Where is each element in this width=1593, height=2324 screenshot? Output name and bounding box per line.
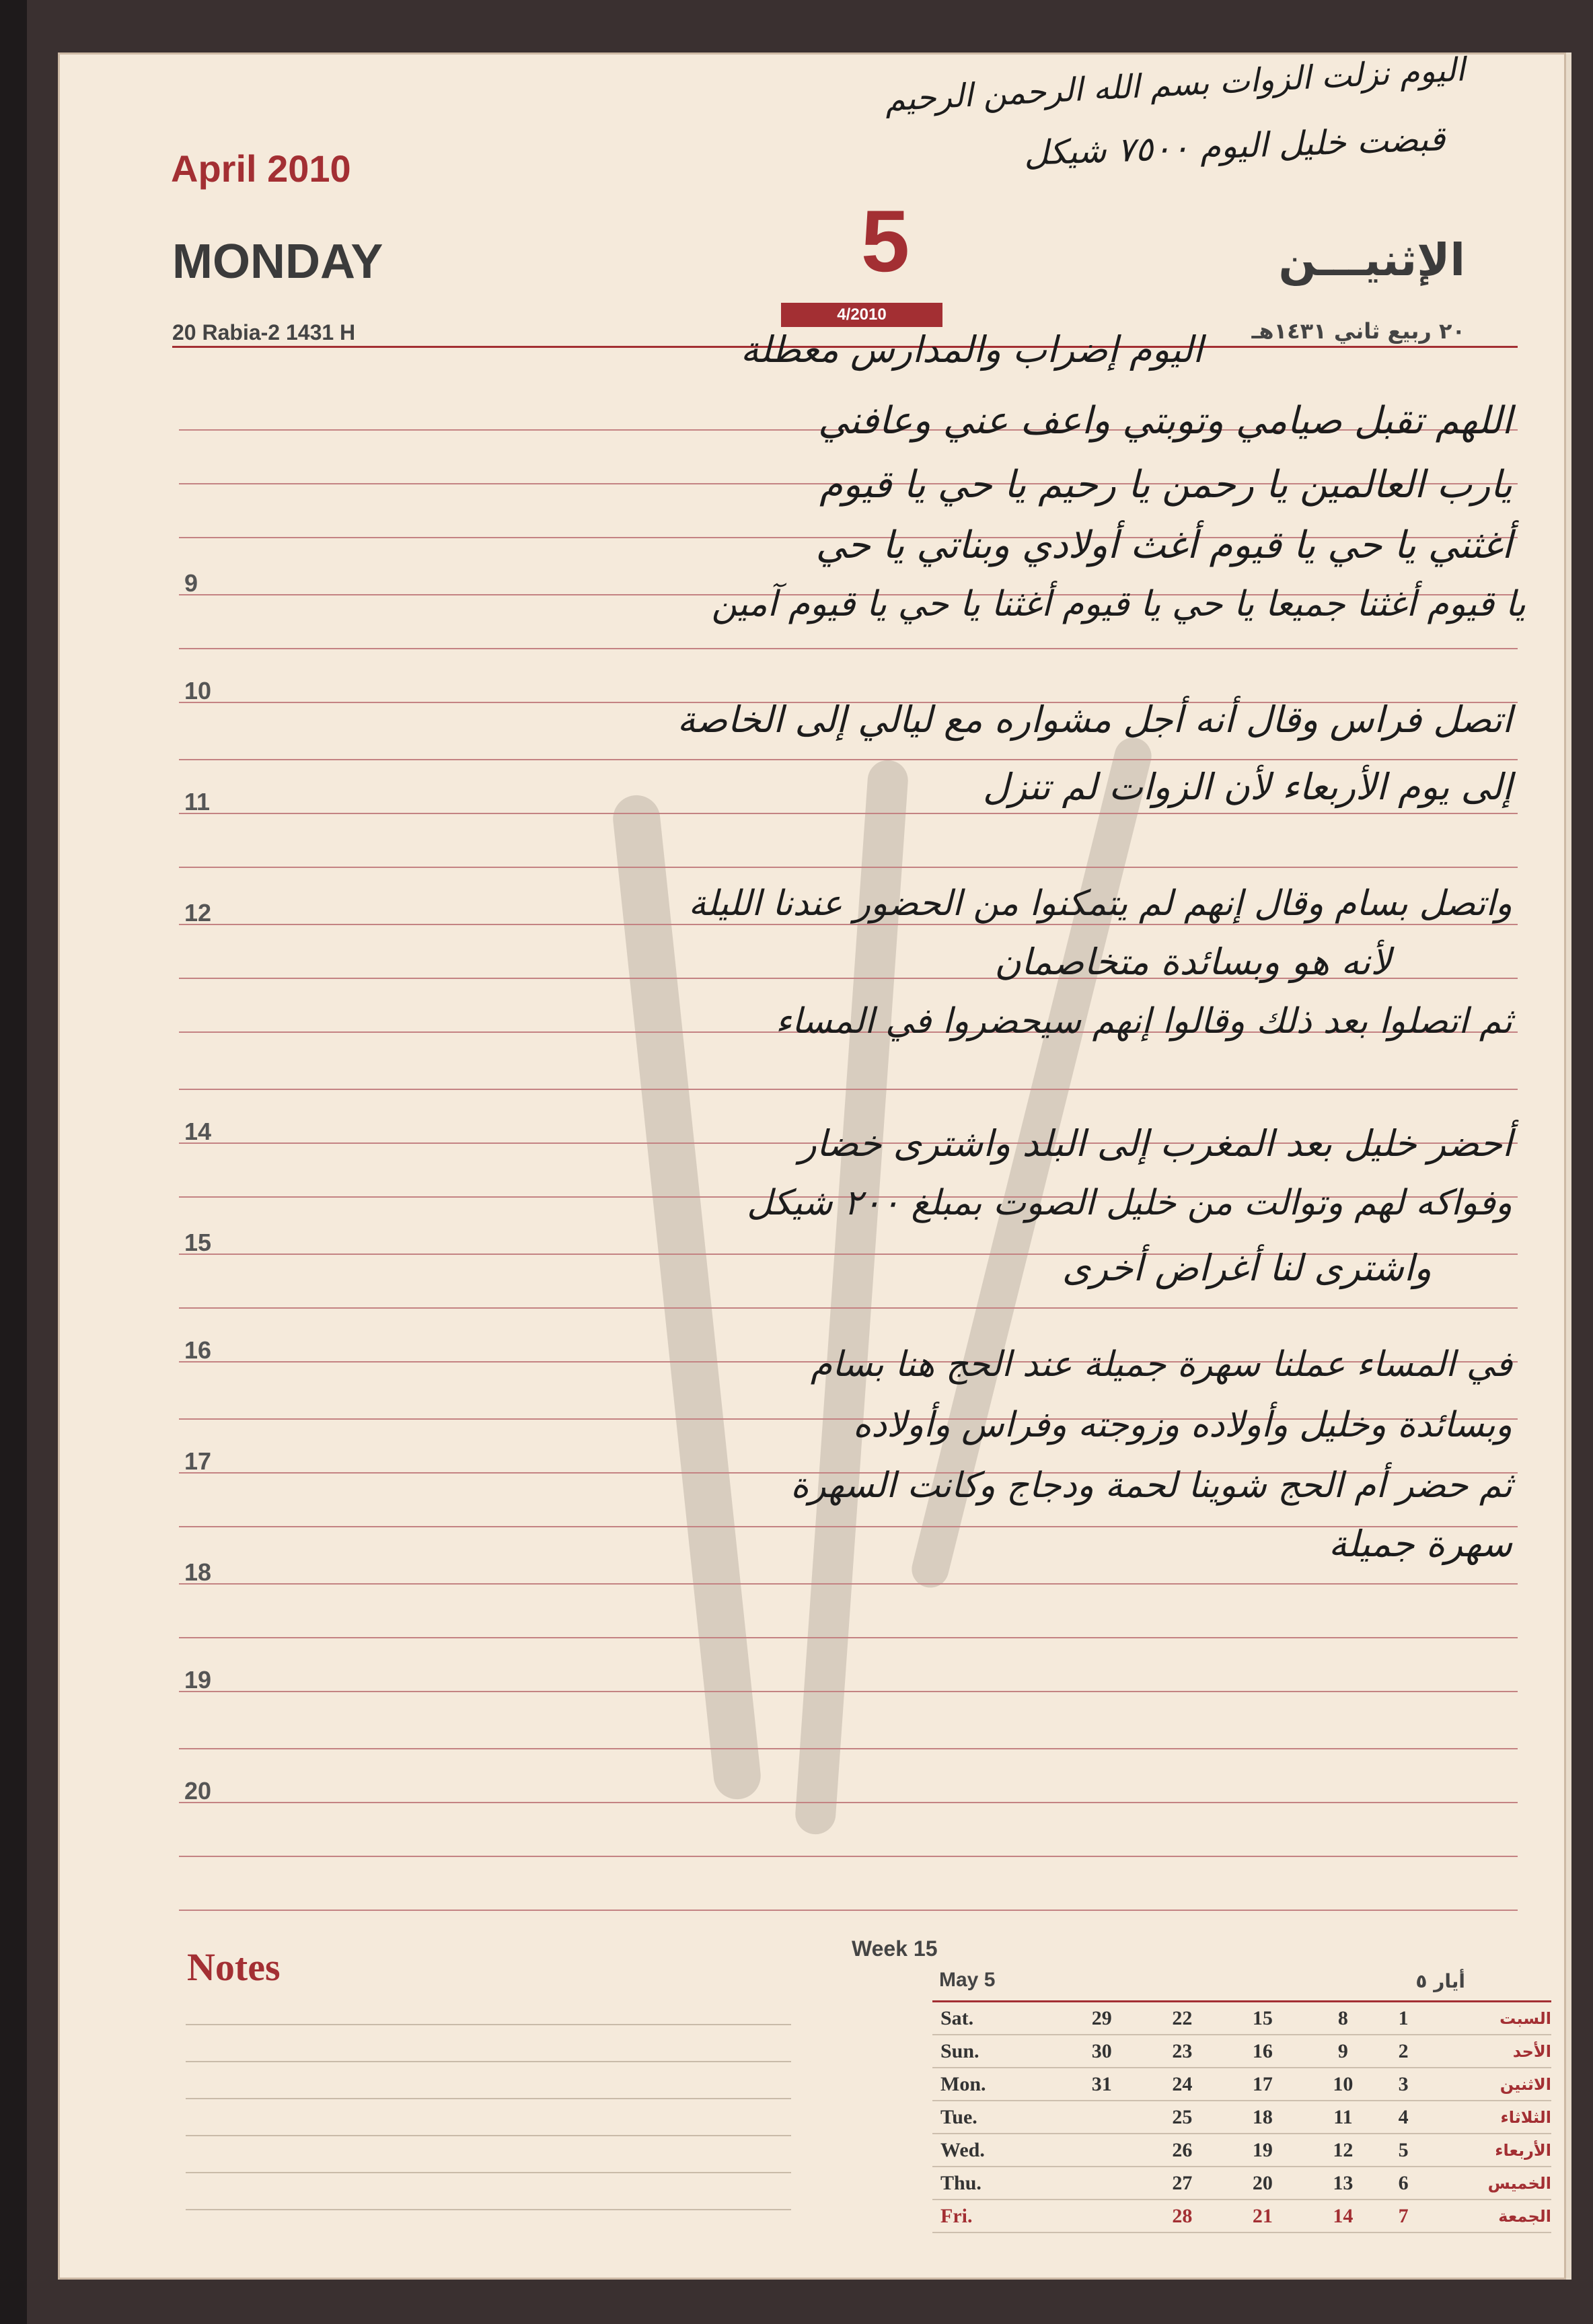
week-label: Week 15: [852, 1936, 938, 1961]
bleed-through-stroke: [611, 793, 763, 1801]
calendar-day-ar: الخميس: [1423, 2167, 1551, 2200]
calendar-day-en: Fri.: [932, 2200, 1062, 2232]
calendar-date: 9: [1303, 2035, 1384, 2068]
handwritten-line: واتصل بسام وقال إنهم لم يتمكنوا من الحضور عندنا الليلة: [688, 883, 1512, 924]
handwritten-line: لأنه هو وبسائدة متخاصمان: [994, 941, 1391, 983]
calendar-day-en: Sat.: [932, 2002, 1062, 2035]
weekday-arabic: الإثنيـــن: [1278, 234, 1465, 286]
hour-label: 15: [184, 1229, 212, 1256]
calendar-date: 17: [1222, 2068, 1303, 2101]
calendar-day-en: Wed.: [932, 2134, 1062, 2167]
calendar-row: [932, 2068, 1551, 2101]
date-tab: 4/2010: [781, 303, 942, 327]
calendar-day-ar: الأربعاء: [1423, 2134, 1551, 2167]
ruled-line: [179, 1691, 1518, 1692]
calendar-row: [932, 2002, 1551, 2035]
diary-page: [58, 52, 1566, 2280]
hour-label: 9: [184, 569, 198, 597]
calendar-date: [1062, 2200, 1142, 2232]
handwritten-line: اليوم إضراب والمدارس معطلة: [740, 328, 1203, 371]
calendar-date: 8: [1303, 2002, 1384, 2035]
calendar-date: 30: [1062, 2035, 1142, 2068]
calendar-day-ar: الثلاثاء: [1423, 2101, 1551, 2134]
ruled-line: [179, 1856, 1518, 1857]
calendar-month-arabic: أيار ٥: [1415, 1970, 1465, 1992]
ruled-line: [179, 1748, 1518, 1749]
calendar-date: 11: [1303, 2101, 1384, 2134]
handwritten-line: اليوم نزلت الزوات بسم الله الرحمن الرحيم: [884, 50, 1466, 119]
handwritten-line: قبضت خليل اليوم ٧٥٠٠ شيكل: [1023, 119, 1446, 173]
calendar-date: 27: [1142, 2167, 1223, 2200]
calendar-row: [932, 2101, 1551, 2134]
handwritten-line: يارب العالمين يا رحمن يا رحيم يا حي يا قيوم: [819, 463, 1512, 507]
calendar-date: 1: [1383, 2002, 1423, 2035]
ruled-line: [179, 867, 1518, 868]
calendar-day-en: Thu.: [932, 2167, 1062, 2200]
calendar-date: 25: [1142, 2101, 1223, 2134]
handwritten-line: أحضر خليل بعد المغرب إلى البلد واشترى خضار: [799, 1122, 1512, 1165]
notes-line: [186, 2172, 791, 2173]
calendar-row: [932, 2035, 1551, 2068]
calendar-date: [1062, 2101, 1142, 2134]
calendar-row: [932, 2200, 1551, 2232]
weekday-english: MONDAY: [172, 235, 383, 289]
handwritten-line: اتصل فراس وقال أنه أجل مشواره مع ليالي إلى الخاصة: [677, 698, 1512, 741]
calendar-month-english: May 5: [939, 1969, 996, 1991]
hour-label: 14: [184, 1118, 212, 1145]
calendar-date: 31: [1062, 2068, 1142, 2101]
calendar-date: 23: [1142, 2035, 1223, 2068]
calendar-day-en: Tue.: [932, 2101, 1062, 2134]
calendar-date: 28: [1142, 2200, 1223, 2232]
hour-label: 18: [184, 1558, 212, 1586]
calendar-row: [932, 2167, 1551, 2200]
handwritten-line: ثم حضر أم الحج شوينا لحمة ودجاج وكانت السهرة: [790, 1465, 1512, 1506]
calendar-date: 26: [1142, 2134, 1223, 2167]
handwritten-line: واشترى لنا أغراض أخرى: [1062, 1247, 1432, 1289]
handwritten-line: اللهم تقبل صيامي وتوبتي واعف عني وعافني: [817, 399, 1512, 443]
handwritten-line: إلى يوم الأربعاء لأن الزوات لم تنزل: [983, 766, 1512, 808]
calendar-date: 15: [1222, 2002, 1303, 2035]
calendar-date: 16: [1222, 2035, 1303, 2068]
day-number: 5: [860, 192, 910, 290]
hour-label: 12: [184, 899, 212, 927]
calendar-date: 20: [1222, 2167, 1303, 2200]
calendar-date: 13: [1303, 2167, 1384, 2200]
hour-label: 11: [184, 788, 211, 815]
calendar-date: 2: [1383, 2035, 1423, 2068]
notes-line: [186, 2024, 791, 2025]
calendar-date: 10: [1303, 2068, 1384, 2101]
calendar-date: 18: [1222, 2101, 1303, 2134]
ruled-line: [179, 1583, 1518, 1585]
calendar-date: [1062, 2134, 1142, 2167]
ruled-line: [179, 1910, 1518, 1911]
ruled-line: [179, 1637, 1518, 1638]
notes-line: [186, 2098, 791, 2099]
calendar-date: 6: [1383, 2167, 1423, 2200]
calendar-day-en: Sun.: [932, 2035, 1062, 2068]
calendar-date: 19: [1222, 2134, 1303, 2167]
calendar-day-ar: الجمعة: [1423, 2200, 1551, 2232]
handwritten-line: وبسائدة وخليل وأولاده وزوجته وفراس وأولاده: [852, 1405, 1512, 1445]
calendar-day-ar: السبت: [1423, 2002, 1551, 2035]
ruled-line: [179, 1089, 1518, 1090]
handwritten-line: ثم اتصلوا بعد ذلك وقالوا إنهم سيحضروا في المساء: [775, 1001, 1512, 1042]
calendar-date: 12: [1303, 2134, 1384, 2167]
hour-label: 19: [184, 1666, 212, 1694]
month-year: April 2010: [171, 147, 351, 190]
hour-label: 16: [184, 1336, 212, 1364]
notes-line: [186, 2209, 791, 2210]
hijri-date-english: 20 Rabia-2 1431 H: [172, 320, 356, 344]
handwritten-line: سهرة جميلة: [1328, 1523, 1512, 1565]
calendar-row: [932, 2134, 1551, 2167]
hour-label: 17: [184, 1447, 212, 1475]
ruled-line: [179, 813, 1518, 814]
calendar-date: 21: [1222, 2200, 1303, 2232]
calendar-day-en: Mon.: [932, 2068, 1062, 2101]
ruled-line: [179, 1307, 1518, 1309]
ruled-line: [179, 1802, 1518, 1803]
mini-calendar: [932, 2000, 1551, 2233]
calendar-date: 14: [1303, 2200, 1384, 2232]
ruled-line: [179, 1526, 1518, 1527]
calendar-date: 29: [1062, 2002, 1142, 2035]
hour-label: 20: [184, 1777, 212, 1805]
handwritten-line: في المساء عملنا سهرة جميلة عند الحج هنا بسام: [810, 1344, 1512, 1385]
calendar-day-ar: الأحد: [1423, 2035, 1551, 2068]
calendar-date: 24: [1142, 2068, 1223, 2101]
hour-label: 10: [184, 677, 212, 704]
notes-line: [186, 2135, 791, 2136]
calendar-date: 3: [1383, 2068, 1423, 2101]
calendar-date: 5: [1383, 2134, 1423, 2167]
calendar-day-ar: الاثنين: [1423, 2068, 1551, 2101]
hijri-date-arabic: ٢٠ ربيع ثاني ١٤٣١هـ: [1251, 318, 1465, 344]
calendar-date: 7: [1383, 2200, 1423, 2232]
handwritten-line: وفواكه لهم وتوالت من خليل الصوت بمبلغ ٢٠٠ شيكل: [747, 1183, 1512, 1223]
ruled-line: [179, 759, 1518, 760]
notes-title: Notes: [187, 1945, 281, 1989]
calendar-date: 22: [1142, 2002, 1223, 2035]
handwritten-line: يا قيوم أغثنا جميعا يا حي يا قيوم أغثنا يا حي يا قيوم آمين: [711, 584, 1526, 624]
handwritten-line: أغثني يا حي يا قيوم أغث أولادي وبناتي يا حي: [815, 523, 1512, 567]
calendar-date: [1062, 2167, 1142, 2200]
ruled-line: [179, 648, 1518, 649]
ruled-line: [179, 924, 1518, 925]
notes-line: [186, 2061, 791, 2062]
calendar-date: 4: [1383, 2101, 1423, 2134]
